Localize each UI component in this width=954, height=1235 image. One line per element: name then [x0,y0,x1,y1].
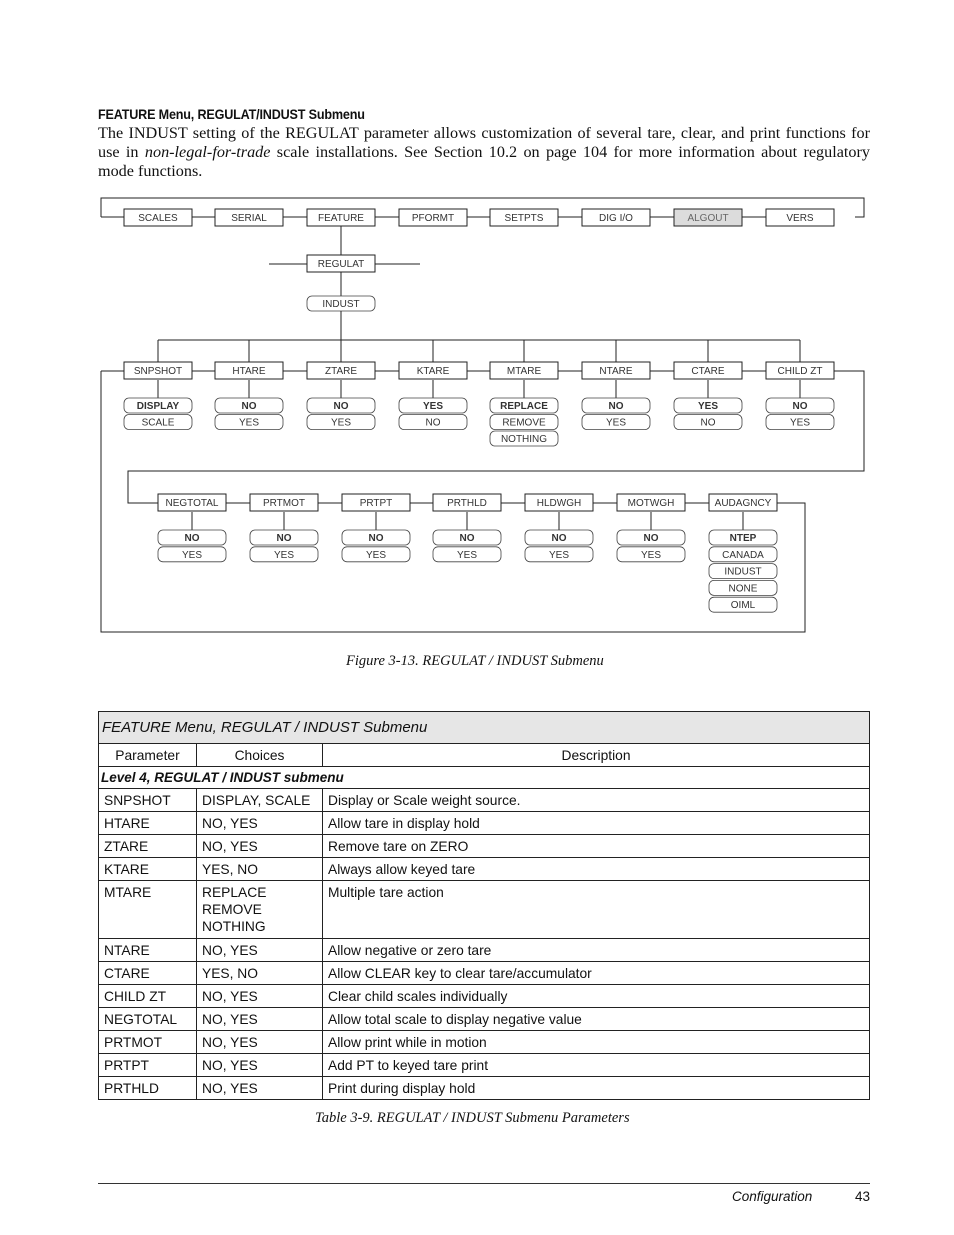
table-row [99,1008,870,1031]
box-label: YES [548,549,570,561]
box-label: SETPTS [504,213,544,224]
choices-cell [197,858,323,881]
description-cell: Allow print while in motion [323,1031,870,1054]
choices-cell [197,939,323,962]
box-label: PRTMOT [262,498,306,509]
column-header-parameter: Parameter [99,744,197,767]
box-label: NO [276,533,292,544]
param-cell: SNPSHOT [99,789,197,812]
box-label: DIG I/O [599,213,633,224]
box-label: REPLACE [500,401,548,412]
emphasis-text: non-legal-for-trade [144,143,271,161]
table-row [99,985,870,1008]
box-label: CHILD ZT [777,366,823,377]
description-cell: Allow negative or zero tare [323,939,870,962]
box-label: NEGTOTAL [165,498,219,509]
box-label: VERS [786,213,814,224]
box-label: NO [241,401,257,412]
box-label: NO [333,401,349,412]
choices-cell [197,789,323,812]
table-row [99,812,870,835]
box-label: ZTARE [324,366,358,377]
box-label: PRTHLD [447,498,487,509]
box-label: INDUST [724,566,762,578]
box-label: YES [365,549,387,561]
box-label: FEATURE [318,213,364,224]
box-label: OIML [730,600,756,612]
box-label: PFORMT [411,213,455,224]
footer-rule [98,1183,870,1184]
box-label: YES [330,417,352,429]
box-label: NTARE [599,366,633,377]
choice-line: NO, YES [202,1012,258,1027]
box-label: PRTPT [359,498,393,509]
box-label: REGULAT [317,259,365,270]
description-cell: Display or Scale weight source. [323,789,870,812]
box-label: AUDAGNCY [714,498,772,509]
box-label: NTEP [729,533,757,544]
choice-line: DISPLAY, SCALE [202,793,311,808]
box-label: NO [459,533,475,544]
column-header-choices: Choices [197,744,323,767]
box-label: NO [792,401,808,412]
box-label: YES [181,549,203,561]
choice-line: NO, YES [202,1058,258,1073]
box-label: SERIAL [231,213,267,224]
figure-caption: Figure 3-13. REGULAT / INDUST Submenu [346,653,604,669]
box-label: CANADA [722,549,764,561]
table-title: FEATURE Menu, REGULAT / INDUST Submenu [99,712,870,744]
choice-line: NOTHING [202,919,266,934]
description-cell: Allow CLEAR key to clear tare/accumulator [323,962,870,985]
param-cell: NEGTOTAL [99,1008,197,1031]
box-label: SCALE [141,417,175,429]
choices-cell [197,1008,323,1031]
box-label: MOTWGH [627,498,675,509]
table-row [99,1054,870,1077]
param-cell: PRTPT [99,1054,197,1077]
choice-line: NO, YES [202,839,258,854]
param-cell: CTARE [99,962,197,985]
box-label: YES [605,417,627,429]
choices-cell [197,985,323,1008]
choice-line: NO, YES [202,989,258,1004]
choices-cell [197,835,323,858]
footer-section: Configuration [732,1189,813,1204]
description-cell: Multiple tare action [323,881,870,939]
box-label: YES [697,401,719,412]
table-row [99,1077,870,1100]
choice-line: NO, YES [202,1081,258,1096]
box-label: YES [238,417,260,429]
choice-line: NO, YES [202,1035,258,1050]
box-label: NO [184,533,200,544]
param-cell: KTARE [99,858,197,881]
box-label: NO [368,533,384,544]
section-heading: FEATURE Menu, REGULAT/INDUST Submenu [98,106,365,122]
box-label: SCALES [138,213,178,224]
box-label: SNPSHOT [133,366,183,377]
box-label: ALGOUT [687,213,729,224]
level-row: Level 4, REGULAT / INDUST submenu [99,767,870,789]
choices-cell [197,881,323,939]
table-row [99,858,870,881]
box-label: MTARE [506,366,542,377]
table-row [99,962,870,985]
choice-line: NO, YES [202,943,258,958]
table-row [99,835,870,858]
param-cell: PRTMOT [99,1031,197,1054]
param-cell: HTARE [99,812,197,835]
box-label: NO [700,417,716,429]
choice-line: REPLACE [202,885,267,900]
description-cell: Print during display hold [323,1077,870,1100]
table-row [99,789,870,812]
param-cell: MTARE [99,881,197,939]
description-cell: Remove tare on ZERO [323,835,870,858]
param-cell: PRTHLD [99,1077,197,1100]
box-label: CTARE [691,366,725,377]
param-cell: NTARE [99,939,197,962]
column-header-description: Description [323,744,870,767]
box-label: NO [551,533,567,544]
choice-line: REMOVE [202,902,262,917]
choices-cell [197,812,323,835]
choice-line: YES, NO [202,966,258,981]
param-cell: ZTARE [99,835,197,858]
box-label: YES [789,417,811,429]
box-label: KTARE [416,366,450,377]
box-label: HTARE [232,366,266,377]
choices-cell [197,1077,323,1100]
table-caption: Table 3-9. REGULAT / INDUST Submenu Parameters [315,1110,630,1126]
box-label: NO [643,533,659,544]
box-label: YES [456,549,478,561]
choices-cell [197,962,323,985]
param-cell: CHILD ZT [99,985,197,1008]
box-label: DISPLAY [136,401,180,412]
choice-line: YES, NO [202,862,258,877]
parameters-table [98,711,870,1100]
box-label: YES [273,549,295,561]
box-label: REMOVE [502,417,546,429]
description-cell: Allow tare in display hold [323,812,870,835]
box-label: NO [608,401,624,412]
box-label: INDUST [322,299,360,310]
description-cell: Clear child scales individually [323,985,870,1008]
description-cell: Allow total scale to display negative value [323,1008,870,1031]
box-label: NOTHING [500,434,548,445]
description-cell: Always allow keyed tare [323,858,870,881]
table-row [99,1031,870,1054]
table-row [99,939,870,962]
table-row [99,881,870,939]
choices-cell [197,1054,323,1077]
page-number: 43 [855,1189,871,1204]
box-label: NO [425,417,441,429]
box-label: HLDWGH [536,498,582,509]
choices-cell [197,1031,323,1054]
box-label: NONE [728,583,758,595]
choice-line: NO, YES [202,816,258,831]
description-cell: Add PT to keyed tare print [323,1054,870,1077]
intro-paragraph: The INDUST setting of the REGULAT parameter allows customization of several tare, clear, and print functions for use in non-legal-for-trade scale installations. See Section 10.2 on page 104 for more information about regulatory mode functions. [98,124,871,180]
box-label: YES [422,401,444,412]
box-label: YES [640,549,662,561]
